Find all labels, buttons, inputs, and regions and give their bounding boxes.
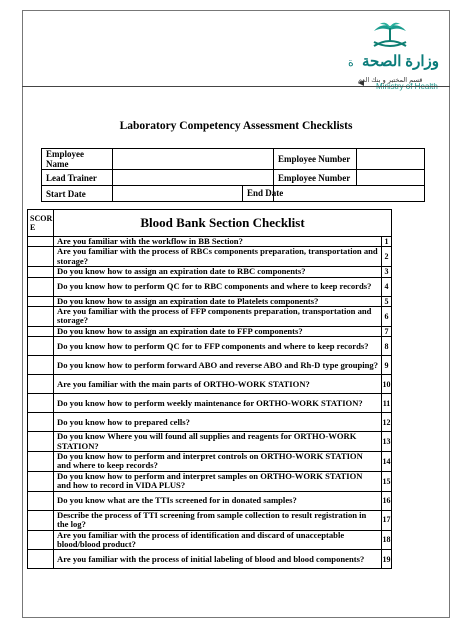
question-text: Are you familiar with the main parts of ORTHO-WORK STATION? xyxy=(54,375,382,394)
question-number: 4 xyxy=(382,277,392,296)
question-number: 7 xyxy=(382,326,392,336)
checklist-row xyxy=(28,394,392,413)
question-number: 17 xyxy=(382,510,392,530)
header-rule xyxy=(22,86,450,87)
question-text: Do you know how to perform and interpret controls on ORTHO-WORK STATION and where to keep records? xyxy=(54,452,382,472)
score-cell[interactable] xyxy=(28,413,54,432)
question-number: 1 xyxy=(382,237,392,247)
question-text: Are you familiar with the process of initial labeling of blood and blood components? xyxy=(54,550,382,569)
question-text: Are you familiar with the process of FFP components preparation, transportation and storage? xyxy=(54,307,382,327)
question-number: 10 xyxy=(382,375,392,394)
end-date-label: End Date xyxy=(242,186,283,201)
checklist-header-row xyxy=(28,210,392,237)
score-cell[interactable] xyxy=(28,247,54,267)
question-number: 18 xyxy=(382,530,392,550)
question-text: Do you know how to perform weekly maintenance for ORTHO-WORK STATION? xyxy=(54,394,382,413)
checklist-row xyxy=(28,550,392,569)
question-text: Do you know how to perform forward ABO and reverse ABO and Rh-D type grouping? xyxy=(54,356,382,375)
lead-trainer-label: Lead Trainer xyxy=(42,170,113,186)
blood-bank-checklist xyxy=(27,209,392,569)
department-tagline: قسم المختبر و بنك الدم xyxy=(358,76,423,84)
end-date-cell[interactable] xyxy=(247,186,425,202)
logo-english-text: Ministry of Health xyxy=(376,82,438,91)
score-cell[interactable] xyxy=(28,296,54,306)
question-number: 15 xyxy=(382,471,392,491)
score-cell[interactable] xyxy=(28,277,54,296)
checklist-body xyxy=(28,237,392,569)
checklist-row xyxy=(28,491,392,510)
score-cell[interactable] xyxy=(28,491,54,510)
palm-swords-icon xyxy=(370,22,410,52)
score-cell[interactable] xyxy=(28,307,54,327)
question-text: Do you know how to prepared cells? xyxy=(54,413,382,432)
checklist-row xyxy=(28,356,392,375)
question-text: Are you familiar with the workflow in BB Section? xyxy=(54,237,382,247)
question-number: 13 xyxy=(382,432,392,452)
question-number: 6 xyxy=(382,307,392,327)
employee-number-field[interactable] xyxy=(357,149,425,170)
start-date-label: Start Date xyxy=(42,186,113,202)
checklist-row xyxy=(28,452,392,472)
checklist-row xyxy=(28,413,392,432)
question-text: Are you familiar with the process of identification and discard of unacceptable blood/blood product? xyxy=(54,530,382,550)
info-row xyxy=(42,149,425,170)
section-title: Blood Bank Section Checklist xyxy=(54,210,392,237)
question-number: 14 xyxy=(382,452,392,472)
score-cell[interactable] xyxy=(28,267,54,277)
question-text: Do you know how to perform and interpret samples on ORTHO-WORK STATION and how to record in VIDA PLUS? xyxy=(54,471,382,491)
checklist-row xyxy=(28,307,392,327)
checklist-row xyxy=(28,267,392,277)
question-number: 2 xyxy=(382,247,392,267)
question-number: 19 xyxy=(382,550,392,569)
question-number: 9 xyxy=(382,356,392,375)
checklist-row xyxy=(28,237,392,247)
question-text: Do you know how to assign an expiration date to Platelets components? xyxy=(54,296,382,306)
score-cell[interactable] xyxy=(28,550,54,569)
lead-trainer-field[interactable] xyxy=(113,170,274,186)
score-cell[interactable] xyxy=(28,337,54,356)
logo-arabic-text: وزارة الصحة xyxy=(362,54,439,70)
question-number: 16 xyxy=(382,491,392,510)
checklist-row xyxy=(28,510,392,530)
question-number: 5 xyxy=(382,296,392,306)
score-cell[interactable] xyxy=(28,530,54,550)
question-text: Do you know what are the TTIs screened for in donated samples? xyxy=(54,491,382,510)
checklist-row xyxy=(28,337,392,356)
question-text: Do you know how to perform QC for to FFP components and where to keep records? xyxy=(54,337,382,356)
question-text: Describe the process of TTI screening from sample collection to result registration in the log? xyxy=(54,510,382,530)
checklist-row xyxy=(28,530,392,550)
score-cell[interactable] xyxy=(28,237,54,247)
score-cell[interactable] xyxy=(28,452,54,472)
question-number: 8 xyxy=(382,337,392,356)
question-number: 3 xyxy=(382,267,392,277)
question-text: Do you know how to perform QC for to RBC components and where to keep records? xyxy=(54,277,382,296)
document-title: Laboratory Competency Assessment Checklists xyxy=(119,120,353,132)
score-cell[interactable] xyxy=(28,326,54,336)
checklist-row xyxy=(28,296,392,306)
checklist-row xyxy=(28,471,392,491)
employee-name-label: Employee Name xyxy=(42,149,113,170)
checklist-row xyxy=(28,326,392,336)
score-cell[interactable] xyxy=(28,356,54,375)
question-number: 12 xyxy=(382,413,392,432)
employee-info-table xyxy=(41,148,425,202)
score-cell[interactable] xyxy=(28,432,54,452)
info-row xyxy=(42,170,425,186)
question-text: Do you know how to assign an expiration date to RBC components? xyxy=(54,267,382,277)
score-header: SCOR E xyxy=(28,210,54,237)
checklist-row xyxy=(28,247,392,267)
question-text: Do you know how to assign an expiration date to FFP components? xyxy=(54,326,382,336)
score-cell[interactable] xyxy=(28,510,54,530)
score-cell[interactable] xyxy=(28,471,54,491)
question-text: Are you familiar with the process of RBCs components preparation, transportation and storage? xyxy=(54,247,382,267)
employee-number-field-2[interactable] xyxy=(357,170,425,186)
score-cell[interactable] xyxy=(28,375,54,394)
question-text: Do you know Where you will found all supplies and reagents for ORTHO-WORK STATION? xyxy=(54,432,382,452)
checklist-row xyxy=(28,277,392,296)
employee-number-label-2: Employee Number xyxy=(274,170,357,186)
employee-name-field[interactable] xyxy=(113,149,274,170)
checklist-row xyxy=(28,375,392,394)
score-cell[interactable] xyxy=(28,394,54,413)
logo-arabic-fragment: ة xyxy=(348,57,354,69)
info-row xyxy=(42,186,425,202)
employee-number-label: Employee Number xyxy=(274,149,357,170)
checklist-row xyxy=(28,432,392,452)
question-number: 11 xyxy=(382,394,392,413)
